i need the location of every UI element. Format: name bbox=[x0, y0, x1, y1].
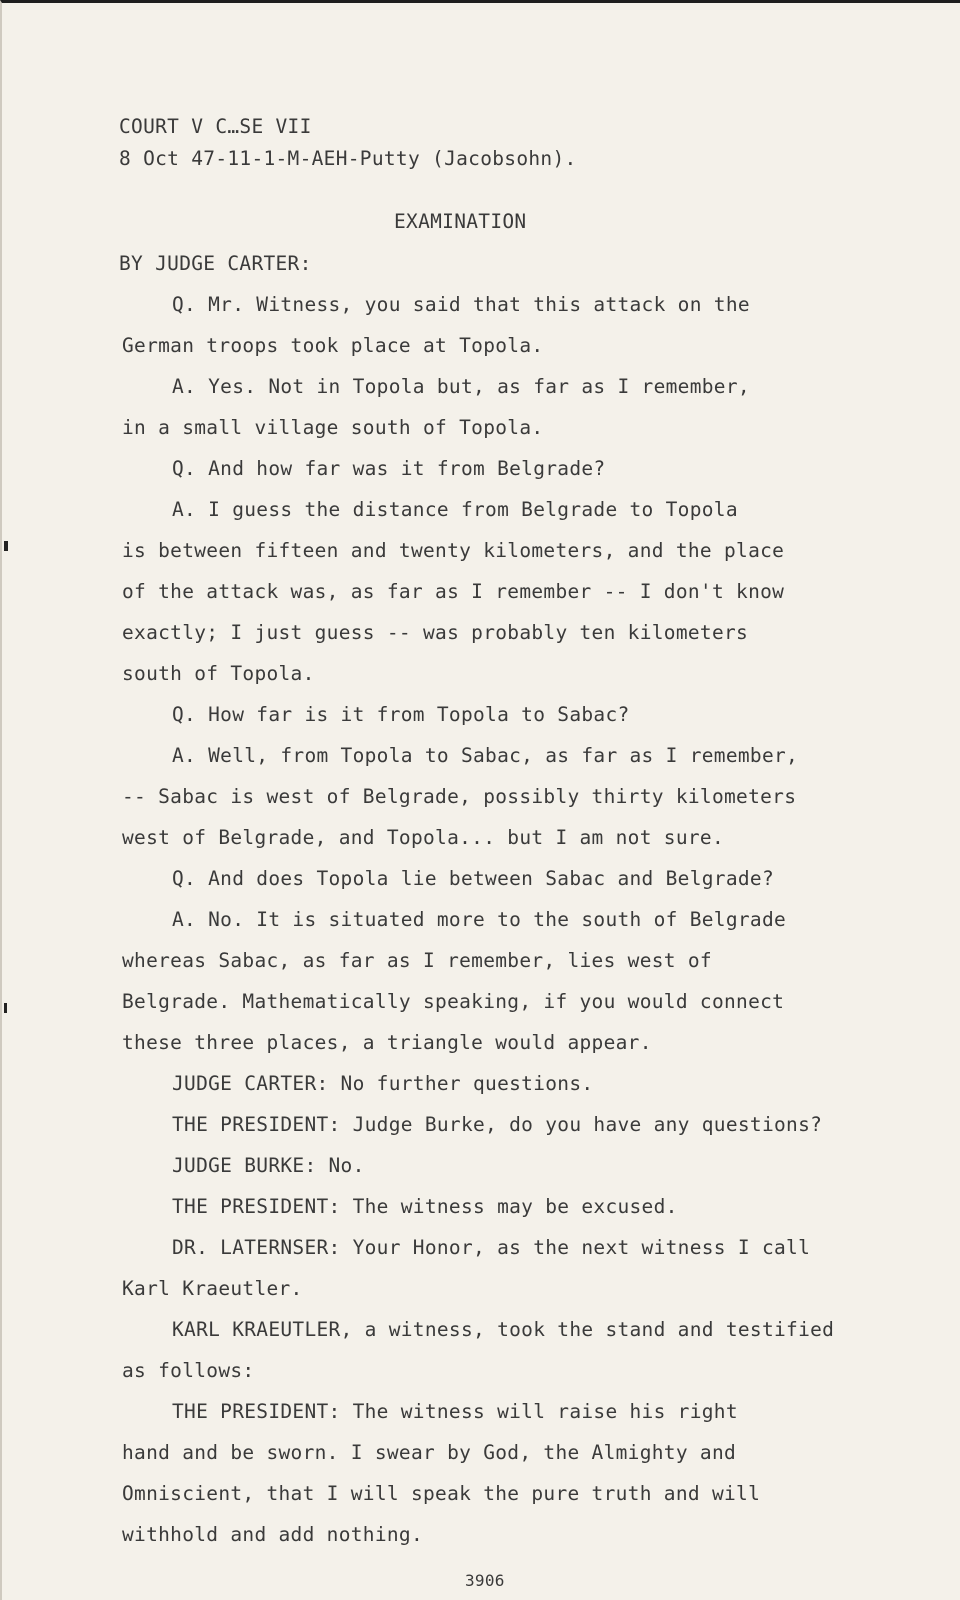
page-number: 3906 bbox=[465, 1571, 505, 1590]
transcript-line: JUDGE BURKE: No. bbox=[172, 1154, 365, 1177]
header-line-1: COURT V C…SE VII bbox=[119, 115, 312, 138]
transcript-line: exactly; I just guess -- was probably ten kilometers bbox=[122, 621, 749, 644]
margin-mark bbox=[4, 541, 8, 551]
transcript-line: A. No. It is situated more to the south of Belgrade bbox=[172, 908, 787, 931]
transcript-line: hand and be sworn. I swear by God, the Almighty and bbox=[122, 1441, 737, 1464]
transcript-line: Q. Mr. Witness, you said that this attack on the bbox=[172, 293, 750, 316]
transcript-line: German troops took place at Topola. bbox=[122, 334, 544, 357]
transcript-line: JUDGE CARTER: No further questions. bbox=[172, 1072, 594, 1095]
transcript-line: DR. LATERNSER: Your Honor, as the next witness I call bbox=[172, 1236, 811, 1259]
transcript-line: -- Sabac is west of Belgrade, possibly thirty kilometers bbox=[122, 785, 797, 808]
transcript-line: as follows: bbox=[122, 1359, 255, 1382]
transcript-line: A. Well, from Topola to Sabac, as far as I remember, bbox=[172, 744, 799, 767]
transcript-line: whereas Sabac, as far as I remember, lies west of bbox=[122, 949, 712, 972]
transcript-line: THE PRESIDENT: The witness will raise his right bbox=[172, 1400, 738, 1423]
transcript-line: KARL KRAEUTLER, a witness, took the stand and testified bbox=[172, 1318, 835, 1341]
transcript-line: withhold and add nothing. bbox=[122, 1523, 423, 1546]
transcript-line: is between fifteen and twenty kilometers, and the place bbox=[122, 539, 785, 562]
transcript-line: A. Yes. Not in Topola but, as far as I remember, bbox=[172, 375, 750, 398]
transcript-line: Q. And does Topola lie between Sabac and Belgrade? bbox=[172, 867, 774, 890]
transcript-line: Karl Kraeutler. bbox=[122, 1277, 303, 1300]
transcript-line: west of Belgrade, and Topola... but I am not sure. bbox=[122, 826, 724, 849]
transcript-line: south of Topola. bbox=[122, 662, 315, 685]
transcript-line: Omniscient, that I will speak the pure truth and will bbox=[122, 1482, 761, 1505]
transcript-line: these three places, a triangle would appear. bbox=[122, 1031, 652, 1054]
margin-mark bbox=[4, 1003, 7, 1013]
transcript-line: Q. And how far was it from Belgrade? bbox=[172, 457, 606, 480]
transcript-line: THE PRESIDENT: Judge Burke, do you have any questions? bbox=[172, 1113, 823, 1136]
transcript-line: in a small village south of Topola. bbox=[122, 416, 544, 439]
header-line-2: 8 Oct 47-11-1-M-AEH-Putty (Jacobsohn). bbox=[119, 147, 577, 170]
transcript-line: of the attack was, as far as I remember -- I don't know bbox=[122, 580, 785, 603]
transcript-line: A. I guess the distance from Belgrade to Topola bbox=[172, 498, 738, 521]
transcript-line: Belgrade. Mathematically speaking, if you would connect bbox=[122, 990, 785, 1013]
transcript-line: Q. How far is it from Topola to Sabac? bbox=[172, 703, 630, 726]
transcript-line: THE PRESIDENT: The witness may be excused. bbox=[172, 1195, 678, 1218]
section-title: EXAMINATION bbox=[394, 210, 527, 233]
examiner-heading: BY JUDGE CARTER: bbox=[119, 252, 312, 275]
